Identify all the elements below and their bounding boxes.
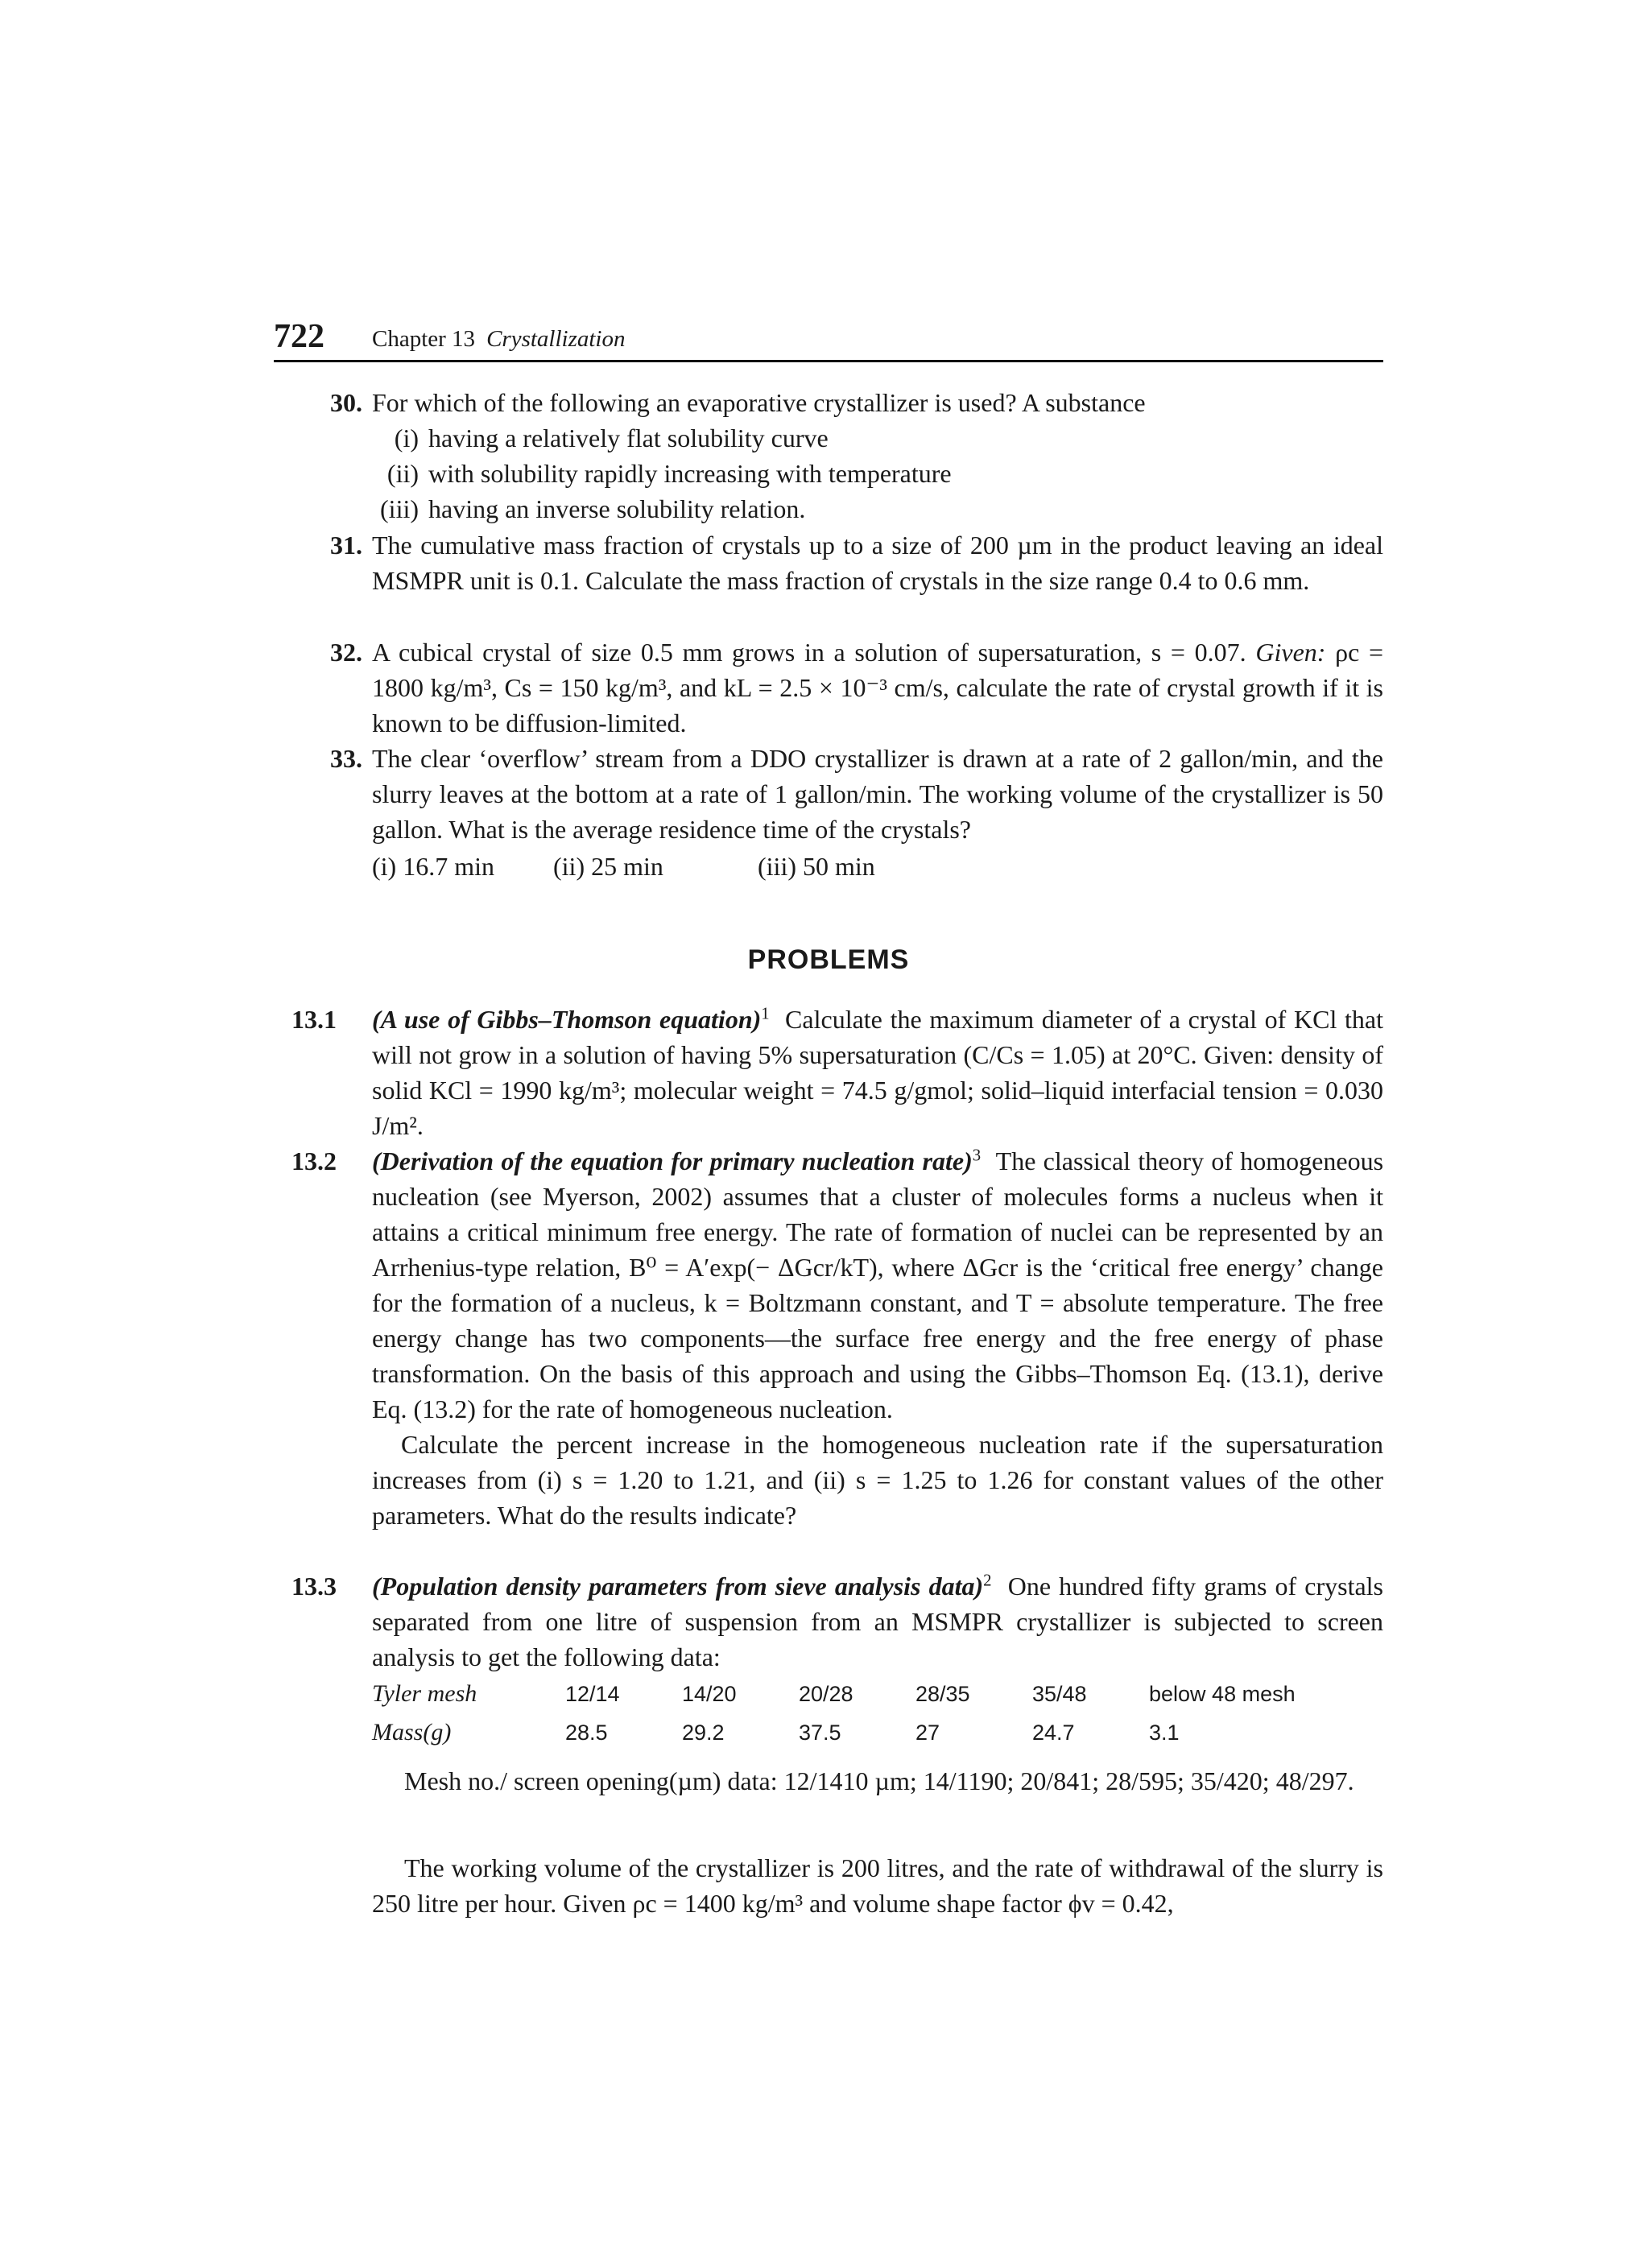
- question-text: The clear ‘overflow’ stream from a DDO crystallizer is drawn at a rate of 2 gallon/min, and the slurry leaves at the bottom at a rate of 1 gallon/min. The working volume of the crystallizer is 50 gallon. What is the average residence time of the crystals?: [372, 744, 1383, 844]
- problem-text-continued: The working volume of the crystallizer is 200 litres, and the rate of withdrawal of the slurry is 250 litre per hour. Given ρc = 1400 kg/m³ and volume shape factor ϕv = 0.42,: [372, 1853, 1383, 1918]
- question-32: [330, 634, 1384, 741]
- question-number: 32.: [330, 638, 362, 667]
- page-number: 722: [274, 318, 324, 355]
- question-number: 30.: [330, 388, 362, 417]
- answer-choices: [372, 849, 1383, 884]
- chapter-label: [372, 323, 625, 355]
- option-item: (ii) with solubility rapidly increasing with temperature: [386, 459, 952, 488]
- problem-13-2: [291, 1143, 1384, 1533]
- table-cell: 37.5: [799, 1720, 841, 1745]
- question-text: The cumulative mass fraction of crystals up to a size of 200 µm in the product leaving an ideal MSMPR unit is 0.1. Calculate the mass fraction of crystals in the size range 0.4 to 0.6 mm.: [372, 531, 1383, 595]
- chapter-number: Chapter 13: [372, 326, 476, 352]
- question-text: A cubical crystal of size 0.5 mm grows in a solution of supersaturation, s = 0.07. Given: ρc = 1800 kg/m³, Cs = 150 kg/m³, and kL = 2.5 × 10⁻³ cm/s, calculate the rate of crystal growth if it is known to be diffusion-limited.: [372, 638, 1384, 737]
- question-31: [330, 527, 1383, 598]
- choice-item: (iii) 50 min: [758, 852, 875, 881]
- table-cell: 14/20: [682, 1681, 737, 1706]
- choice-item: (ii) 25 min: [553, 852, 663, 881]
- problem-number: 13.1: [291, 1005, 337, 1034]
- table-cell: 24.7: [1032, 1720, 1075, 1745]
- section-title: PROBLEMS: [747, 944, 910, 975]
- problem-text: (Derivation of the equation for primary nucleation rate)$^3$ The classical theory of homogeneous nucleation (see Myerson, 2002) assumes that a cluster of molecules forms a nucleus when it attains a critical minimum free energy. The rate of formation of nuclei can be represented by an Arrhenius-type relation, B⁰ = A′exp(− ΔGcr/kT), where ΔGcr is the ‘critical free energy’ change for the formation of a nucleus, k = Boltzmann constant, and T = absolute temperature. The free energy change has two components—the surface free energy and the free energy of phase transformation. On the basis of this approach and using the Gibbs–Thomson Eq. (13.1), derive Eq. (13.2) for the rate of homogeneous nucleation.: [372, 1146, 1384, 1423]
- table-cell: below 48 mesh: [1149, 1681, 1296, 1706]
- sieve-analysis-table: [372, 1675, 1302, 1752]
- problem-text: (A use of Gibbs–Thomson equation)$^1$ Calculate the maximum diameter of a crystal of KCl that will not grow in a solution of having 5% supersaturation (C/Cs = 1.05) at 20°C. Given: density of solid KCl = 1990 kg/m³; molecular weight = 74.5 g/gmol; solid–liquid interfacial tension = 0.030 J/m².: [372, 1004, 1383, 1140]
- table-cell: 20/28: [799, 1681, 853, 1706]
- table-cell: 12/14: [565, 1681, 620, 1706]
- problem-text: (Population density parameters from sieve analysis data)$^2$ One hundred fifty grams of crystals separated from one litre of suspension from an MSMPR crystallizer is subjected to screen analysis to get the following data:: [372, 1571, 1384, 1671]
- problem-number: 13.2: [291, 1146, 337, 1175]
- table-cell: 29.2: [682, 1720, 725, 1745]
- row-header: Tyler mesh: [372, 1680, 477, 1707]
- mesh-note: Mesh no./ screen opening(µm) data: 12/1410 µm; 14/1190; 20/841; 28/595; 35/420; 48/297.: [404, 1766, 1354, 1795]
- problem-number: 13.3: [291, 1572, 337, 1601]
- table-cell: 28.5: [565, 1720, 608, 1745]
- question-33: [330, 741, 1383, 884]
- row-header: Mass(g): [372, 1719, 452, 1745]
- question-text: For which of the following an evaporative crystallizer is used? A substance: [372, 388, 1146, 417]
- problem-text-continued: Calculate the percent increase in the homogeneous nucleation rate if the supersaturation increases from (i) s = 1.20 to 1.21, and (ii) s = 1.25 to 1.26 for constant values of the other parameters. What do the results indicate?: [372, 1430, 1383, 1530]
- option-item: (i) having a relatively flat solubility curve: [394, 423, 829, 452]
- table-cell: 3.1: [1149, 1720, 1180, 1745]
- question-30: [330, 385, 1383, 527]
- question-number: 31.: [330, 531, 362, 560]
- table-cell: 27: [915, 1720, 940, 1745]
- table-cell: 35/48: [1032, 1681, 1087, 1706]
- page-header: [274, 316, 1383, 362]
- table-cell: 28/35: [915, 1681, 970, 1706]
- problem-13-3: [291, 1568, 1384, 1675]
- question-number: 33.: [330, 744, 362, 773]
- table-row: [372, 1713, 1302, 1752]
- table-row: [372, 1675, 1302, 1713]
- choice-item: (i) 16.7 min: [372, 852, 494, 881]
- problem-13-1: [291, 1002, 1383, 1143]
- option-item: (iii) having an inverse solubility relation.: [380, 494, 806, 523]
- chapter-title: Crystallization: [486, 326, 626, 352]
